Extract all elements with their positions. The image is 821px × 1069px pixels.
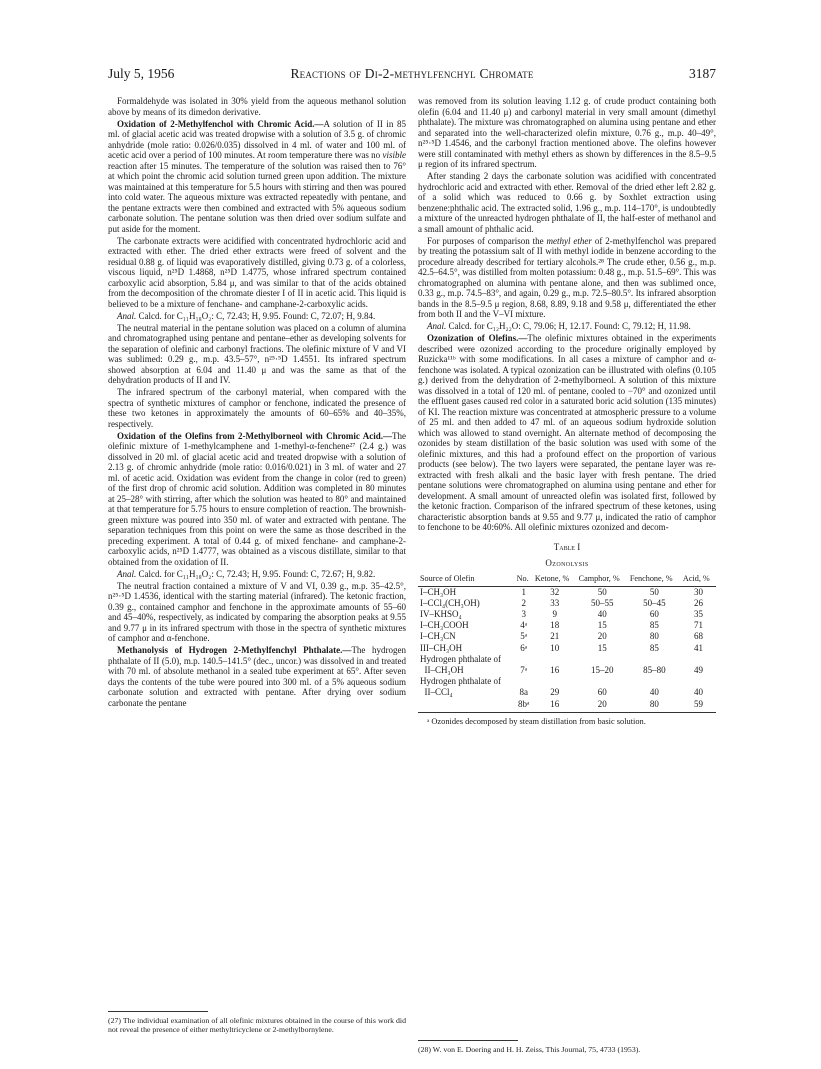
- table-cell: 21: [550, 631, 560, 642]
- column-header: Acid, %: [681, 574, 716, 587]
- table-cell: 8a: [519, 687, 528, 698]
- right-column: [418, 96, 716, 727]
- table-cell: [577, 654, 628, 665]
- table-cell: 60: [597, 687, 607, 698]
- table-cell: 10: [550, 642, 560, 653]
- table-row: [418, 676, 716, 687]
- table-row: [418, 665, 716, 676]
- table-cell: 85: [649, 620, 659, 631]
- table-cell: 15: [597, 642, 607, 653]
- analysis-line: Anal. Calcd. for C₁₁H₁₈O₂: C, 72.43; H, 9.95. Found: C, 72.67; H, 9.82.: [117, 568, 376, 579]
- section-heading: Ozonization of Olefins.—: [427, 333, 528, 343]
- table-cell: 80: [628, 699, 681, 713]
- table-cell: 50: [597, 586, 607, 597]
- ozonolysis-table: [418, 574, 716, 713]
- table-cell: 33: [550, 597, 560, 608]
- table-cell: 59: [681, 699, 716, 713]
- table-cell: 85: [649, 642, 659, 653]
- column-header: Fenchone, %: [628, 574, 681, 587]
- table-cell: [681, 654, 716, 665]
- paragraph: The carbonate extracts were acidified with concentrated hydrochloric acid and extracted with ether. The dried ether extracts were freed of solvent and the residual 0.88 g. of liquid was evaporatively distilled, giving 0.73 g. of a colorless, viscous liquid, n²⁵D 1.4868, n²⁵D 1.4775, whose infrared spectrum contained carboxylic acid absorption, 5.84 μ, and was similar to that of the acids obtained from the decomposition of the chromate diester I of II in acetic acid. This liquid is believed to be a mixture of fenchane- and camphane-2-carboxylic acids.: [108, 235, 406, 309]
- section-ozonization: Ozonization of Olefins.—The olefinic mixtures obtained in the experiments described were ozonized according to the procedure originally employed by Ruzicka¹¹ᵇ with some modifications. In all cases a mixture of camphor and α-fenchone was isolated. A typical ozonization can be illustrated with olefins (0.105 g.) derived from the dehydration of 2-methylborneol. A solution of this mixture was dissolved in a total of 120 ml. of pentane, cooled to −70° and ozonized until the effluent gases caused red color in a saturated boric acid solution (135 minutes) of KI. The reaction mixture was concentrated at atmospheric pressure to a volume of 25 ml. and then added to 47 ml. of an aqueous sodium hydroxide solution which was allowed to stand overnight. An alternate method of decomposing the ozonides by steam distillation of the basic solution was used with some of the olefinic mixtures, and this had a profound effect on the proportion of various products (see below). The two layers were separated, the pentane layer was re-extracted with fresh alkali and the basic layer with fresh pentane. The dried pentane solutions were chromatographed on alumina using pentane and ether for development. A small amount of unreacted olefin was isolated first, followed by the ketonic fraction. Comparison of the infrared spectrum of these ketones, using characteristic absorption bands at 9.55 and 9.77 μ, indicated the ratio of camphor to fenchone to be 40:60%. All olefinic mixtures ozonized and decom-: [418, 333, 716, 532]
- section-oxidation-olefins: Oxidation of the Olefins from 2-Methylborneol with Chromic Acid.—The olefinic mixture of 1-methylcamphene and 1-methyl-α-fenchene²⁷ (2.4 g.) was dissolved in 20 ml. of glacial acetic acid and treated dropwise with a solution of 2.13 g. of chromic anhydride (mole ratio: 0.016/0.021) in 3 ml. of water and 27 ml. of acetic acid. Oxidation was evident from the change in color (red to green) of the first drop of chromic acid solution. Addition was completed in 80 minutes at 25–28° with stirring, after which the solution was heated to 80° and maintained at that temperature for 5.75 hours to ensure completion of reaction. The brownish-green mixture was poured into 350 ml. of water and extracted with pentane. The separation techniques from this point on were the same as those described in the preceding experiment. A total of 0.44 g. of mixed fenchane- and camphane-2-carboxylic acids, n²⁵D 1.4777, was obtained as a viscous distillate, similar to that obtained from the oxidation of II.: [108, 430, 406, 567]
- column-header: Camphor, %: [577, 574, 628, 587]
- analysis-line: Anal. Calcd. for C₁₁H₁₈O₂: C, 72.43; H, 9.95. Found: C, 72.07; H, 9.84.: [117, 310, 376, 321]
- footnote-rule: [418, 1040, 518, 1041]
- table-cell: I–CH₃OH: [420, 586, 457, 597]
- analysis-line: Anal. Calcd. for C₁₂H₂₂O: C, 79.06; H, 12.17. Found: C, 79.12; H, 11.98.: [427, 321, 691, 331]
- footnote-rule: [108, 1011, 208, 1012]
- section-heading: Oxidation of 2-Methylfenchol with Chromic Acid.—: [117, 118, 324, 129]
- table-cell: 15–20: [590, 664, 614, 675]
- table-cell: 49: [693, 664, 703, 675]
- section-heading: Oxidation of the Olefins from 2-Methylborneol with Chromic Acid.—: [117, 430, 392, 441]
- table-cell: I–CH₃CN: [420, 631, 456, 642]
- table-row: [418, 643, 716, 654]
- table-cell: 40: [693, 687, 703, 698]
- table-cell: 40: [649, 687, 659, 698]
- table-cell: 3: [521, 608, 526, 619]
- table-row: [418, 609, 716, 620]
- table-cell: 29: [550, 687, 560, 698]
- table-cell: [533, 676, 577, 687]
- table-label: Table I: [553, 541, 581, 552]
- table-cell: 26: [693, 597, 703, 608]
- table-row: [418, 687, 716, 698]
- table-cell: Hydrogen phthalate of: [420, 676, 501, 687]
- table-cell: IV–KHSO₄: [420, 608, 462, 619]
- table-cell: 2: [521, 597, 526, 608]
- table-cell: 9: [552, 608, 557, 619]
- table-row: [418, 654, 716, 665]
- table-cell: 15: [597, 620, 607, 631]
- table-row: [418, 699, 716, 713]
- column-header: No.: [515, 574, 533, 587]
- left-column: [108, 96, 406, 710]
- table-cell: [533, 654, 577, 665]
- table-cell: II–CCl₄: [420, 687, 453, 698]
- table-cell: 16: [550, 664, 560, 675]
- table-cell: [628, 676, 681, 687]
- page-number: 3187: [689, 66, 716, 81]
- table-cell: 50: [649, 586, 659, 597]
- table-cell: II–CH₃OH: [420, 664, 464, 675]
- table-header-row: [418, 574, 716, 587]
- paragraph: The infrared spectrum of the carbonyl material, when compared with the spectra of synthetic mixtures of camphor or fenchone, indicated the presence of these two ketones in approximately the amounts of 60–65% and 40–35%, respectively.: [108, 387, 406, 429]
- table-cell: 6ᵃ: [520, 642, 528, 653]
- paragraph: Formaldehyde was isolated in 30% yield from the aqueous methanol solution above by means of its dimedon derivative.: [108, 96, 406, 117]
- table-cell: [515, 676, 533, 687]
- table-cell: 68: [693, 631, 703, 642]
- table-cell: 7ᵃ: [520, 664, 528, 675]
- table-cell: 20: [597, 631, 607, 642]
- table-cell: 41: [693, 642, 703, 653]
- column-header: Source of Olefin: [418, 574, 515, 587]
- table-cell: [577, 676, 628, 687]
- table-cell: 71: [693, 620, 703, 631]
- table-cell: 50–45: [643, 597, 666, 608]
- footnote-28: (28) W. von E. Doering and H. H. Zeiss, This Journal, 75, 4733 (1953).: [418, 1045, 641, 1054]
- paragraph: was removed from its solution leaving 1.12 g. of crude product containing both olefin (6.04 and 11.40 μ) and carbonyl material in very small amount (dimethyl phthalate). The mixture was chromatographed on alumina using pentane and ether and separated into the well-characterized olefin mixture, 0.76 g., m.p. 40–49°, n²⁵·⁵D 1.4546, and the carbonyl fraction mentioned above. The olefins however were still contaminated with methyl ethers as shown by differences in the 8.5–9.5 μ region of its infrared spectrum.: [418, 96, 716, 169]
- section-methanolysis: Methanolysis of Hydrogen 2-Methylfenchyl Phthalate.—The hydrogen phthalate of II (5.0), m.p. 140.5–141.5° (dec., uncor.) was dissolved in and treated with 70 ml. of absolute methanol in a sealed tube experiment at 65°. After seven days the contents of the tube were poured into 300 ml. of a 5% aqueous sodium carbonate solution and extracted with pentane. After drying over sodium carbonate the pentane: [108, 645, 407, 708]
- table-cell: 8bᵃ: [515, 699, 533, 713]
- section-oxidation-methylfenchol: Oxidation of 2-Methylfenchol with Chromic Acid.—A solution of II in 85 ml. of glacial acetic acid was treated dropwise with a solution of 3.5 g. of chromic anhydride (mole ratio: 0.026/0.035) dissolved in 4 ml. of water and 100 ml. of acetic acid over a period of 100 minutes. At room temperature there was no visible reaction after 15 minutes. The temperature of the solution was raised then to 76° at which point the chromic acid solution turned green upon addition. The mixture was maintained at this temperature for 5.5 hours with stirring and then was poured into cold water. The aqueous mixture was extracted repeatedly with pentane, and the pentane extracts were then combined and extracted with 5% aqueous sodium carbonate solution. The pentane solution was then dried over sodium sulfate and put aside for the moment.: [108, 118, 407, 234]
- table-cell: [681, 676, 716, 687]
- table-cell: 50–55: [590, 597, 614, 608]
- table-cell: I–CH₃COOH: [420, 620, 469, 631]
- table-cell: 16: [533, 699, 577, 713]
- column-header: Ketone, %: [533, 574, 577, 587]
- table-row: [418, 631, 716, 642]
- paragraph: The neutral material in the pentane solution was placed on a column of alumina and chromatographed using pentane and pentane–ether as developing solvents for the separation of olefinic and carbonyl fractions. The olefinic mixture of V and VI was sublimed: 0.29 g., m.p. 43.5–57°, n²⁵·⁵D 1.4551. Its infrared spectrum showed absorption at 6.04 and 11.40 μ and was the same as that of the dehydration products of II and IV.: [108, 322, 406, 385]
- table-cell: III–CH₃OH: [420, 642, 463, 653]
- table-cell: 30: [693, 586, 703, 597]
- section-heading: Methanolysis of Hydrogen 2-Methylfenchyl Phthalate.—: [117, 645, 352, 655]
- table-cell: 60: [649, 608, 659, 619]
- table-footnote: ᵃ Ozonides decomposed by steam distillation from basic solution.: [427, 716, 646, 726]
- table-cell: I–CCl₄(CH₃OH): [420, 597, 480, 608]
- paragraph: After standing 2 days the carbonate solution was acidified with concentrated hydrochloric acid and extracted with ether. Removal of the dried ether left 2.82 g. of a solid which was reduced to 0.66 g. by Soxhlet extraction using benzene:phthalic acid. The extracted solid, 1.96 g., m.p. 114–170°, is undoubtedly a mixture of the unreacted hydrogen phthalate of II, the half-ester of methanol and a small amount of phthalic acid.: [418, 171, 716, 234]
- table-row: [418, 620, 716, 631]
- table-cell: 18: [550, 620, 560, 631]
- header-date: July 5, 1956: [108, 66, 175, 81]
- paragraph: The neutral fraction contained a mixture of V and VI, 0.39 g., m.p. 35–42.5°, n²⁵·⁵D 1.4536, identical with the starting material (infrared). The ketonic fraction, 0.39 g., contained camphor and fenchone in the approximate amounts of 55–60 and 45–40%, respectively, as indicated by comparing the absorption peaks at 9.55 and 9.77 μ in its infrared spectrum with those in the spectra of synthetic mixtures of camphor and α-fenchone.: [108, 580, 406, 643]
- table-cell: 80: [649, 631, 659, 642]
- table-title: Ozonolysis: [545, 558, 589, 568]
- running-header: [108, 66, 716, 84]
- table-cell: Hydrogen phthalate of: [420, 653, 501, 664]
- table-cell: [628, 654, 681, 665]
- table-body: [418, 586, 716, 712]
- table-cell: 85–80: [643, 664, 666, 675]
- footnote-27: (27) The individual examination of all olefinic mixtures obtained in the course of this work did not reveal the presence of either methyltricyclene or 2-methylbornylene.: [108, 1016, 406, 1035]
- table-row: [418, 598, 716, 609]
- table-cell: [418, 699, 515, 713]
- table-row: [418, 586, 716, 598]
- table-cell: 5ᵃ: [520, 631, 528, 642]
- table-cell: [515, 654, 533, 665]
- table-cell: 1: [521, 586, 526, 597]
- table-cell: 40: [597, 608, 607, 619]
- table-cell: 20: [577, 699, 628, 713]
- header-title: Reactions of Di-2-methylfenchyl Chromate: [290, 66, 534, 81]
- paragraph: For purposes of comparison the methyl ether of 2-methylfenchol was prepared by treating the potassium salt of II with methyl iodide in benzene according to the procedure already described for tertiary alcohols.²⁸ The crude ether, 0.56 g., m.p. 42.5–64.5°, was distilled from molten potassium: 0.48 g., m.p. 51.5–69°. This was chromatographed on alumina with pentane alone, and then was sublimed once, 0.33 g., m.p. 74.5–83°, and again, 0.29 g., m.p. 72.5–80.5°. Its infrared absorption bands in the 8.5–9.5 μ region, 8.68, 8.89, 9.18 and 9.58 μ, differentiated the ether from both II and the V–VI mixture.: [418, 235, 717, 319]
- table-cell: 4ᵃ: [520, 620, 528, 631]
- table-cell: 32: [550, 586, 560, 597]
- table-cell: 35: [693, 608, 703, 619]
